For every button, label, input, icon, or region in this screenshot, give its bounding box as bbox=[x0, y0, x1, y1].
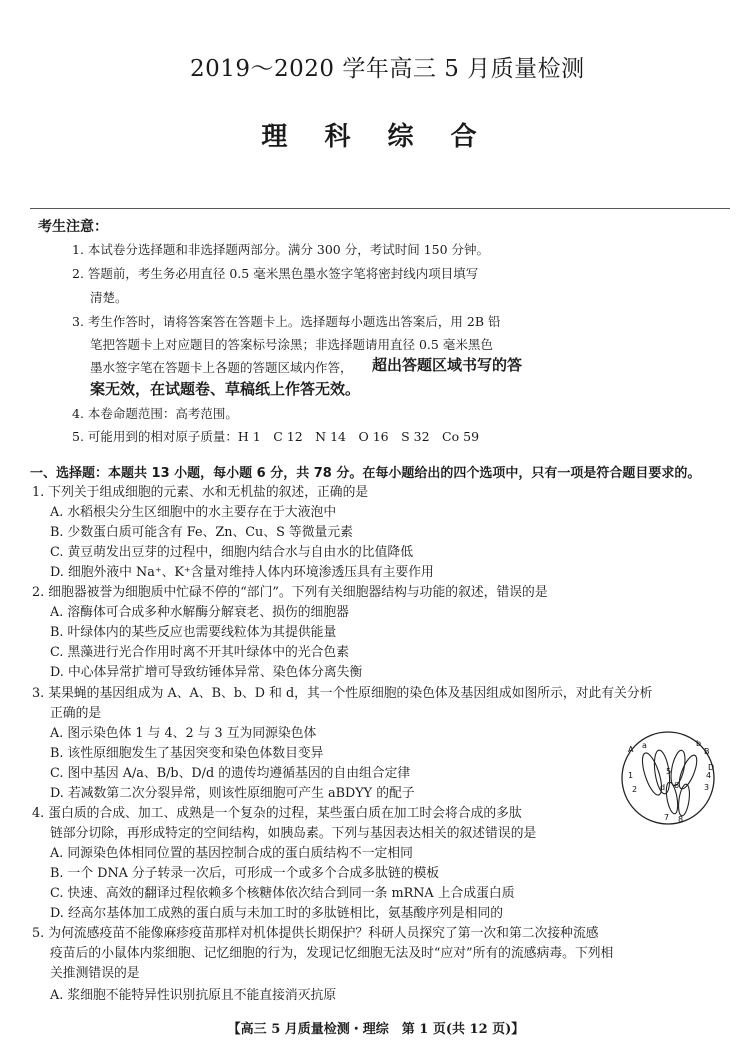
notice-item-5: 5. 可能用到的相对原子质量：H 1 C 12 N 14 O 16 S 32 Co 59 bbox=[72, 429, 480, 444]
notice-item-4: 4. 本卷命题范围：高考范围。 bbox=[72, 406, 238, 421]
notice-item-2: 2. 答题前，考生务必用直径 0.5 毫米黑色墨水签字笔将密封线内项目填写 bbox=[72, 266, 479, 281]
chromosome-label-6: 6 bbox=[674, 781, 680, 790]
question-3-option-a: A. 图示染色体 1 与 4、2 与 3 互为同源染色体 bbox=[50, 726, 317, 741]
question-3-stem-1: 3. 某果蝇的基因组成为 A、A、B、b、D 和 d，其一个性原细胞的染色体及基因组成如图所示，对此有关分析 bbox=[32, 686, 653, 701]
page-title: 2019～2020 学年高三 5 月质量检测 bbox=[190, 56, 585, 82]
chromosome-label-8: 8 bbox=[678, 815, 684, 824]
question-5-stem-2: 疫苗后的小鼠体内浆细胞、记忆细胞的行为，发现记忆细胞无法及时“应对”所有的流感病毒。下列相 bbox=[50, 946, 614, 961]
question-4-option-c: C. 快速、高效的翻译过程依赖多个核糖体依次结合到同一条 mRNA 上合成蛋白质 bbox=[50, 886, 515, 901]
notice-heading: 考生注意： bbox=[38, 219, 108, 235]
notice-item-3-cont2: 墨水签字笔在答题卡上各题的答题区域内作答， bbox=[90, 360, 353, 375]
gene-label-b-lower: b bbox=[696, 739, 702, 748]
question-4-option-a: A. 同源染色体相同位置的基因控制合成的蛋白质结构不一定相同 bbox=[50, 846, 413, 861]
gene-label-a-lower: a bbox=[642, 741, 647, 750]
divider bbox=[30, 208, 730, 209]
chromosome-label-1: 1 bbox=[628, 771, 634, 780]
page-footer: 【高三 5 月质量检测・理综 第 1 页(共 12 页)】 bbox=[227, 1022, 525, 1037]
chromosome-label-5: 5 bbox=[666, 767, 672, 776]
question-1-stem: 1. 下列关于组成细胞的元素、水和无机盐的叙述，正确的是 bbox=[32, 485, 369, 500]
question-2-option-a: A. 溶酶体可合成多种水解酶分解衰老、损伤的细胞器 bbox=[50, 605, 349, 620]
question-2-stem: 2. 细胞器被誉为细胞质中忙碌不停的“部门”。下列有关细胞器结构与功能的叙述，错误的是 bbox=[32, 585, 548, 600]
notice-emphasis-2: 案无效，在试题卷、草稿纸上作答无效。 bbox=[90, 380, 361, 398]
notice-item-2-cont: 清楚。 bbox=[90, 290, 128, 305]
question-4-option-b: B. 一个 DNA 分子转录一次后，可形成一个或多个合成多肽链的模板 bbox=[50, 866, 440, 881]
question-2-option-d: D. 中心体异常扩增可导致纺锤体异常、染色体分离失衡 bbox=[50, 665, 363, 680]
subject-title: 理 科 综 合 bbox=[261, 122, 491, 152]
chromosome-label-7: 7 bbox=[664, 813, 670, 822]
notice-item-3-cont1: 笔把答题卡上对应题目的答案标号涂黑；非选择题请用直径 0.5 毫米黑色 bbox=[90, 337, 493, 352]
question-3-stem-2: 正确的是 bbox=[50, 706, 102, 721]
question-5-stem-3: 关推测错误的是 bbox=[50, 966, 140, 981]
question-2-option-c: C. 黑藻进行光合作用时离不开其叶绿体中的光合色素 bbox=[50, 645, 350, 660]
question-4-option-d: D. 经高尔基体加工成熟的蛋白质与未加工时的多肽链相比，氨基酸序列是相同的 bbox=[50, 906, 504, 921]
question-1-option-d: D. 细胞外液中 Na⁺、K⁺含量对维持人体内环境渗透压具有主要作用 bbox=[50, 565, 434, 580]
question-3-option-c: C. 图中基因 A/a、B/b、D/d 的遗传均遵循基因的自由组合定律 bbox=[50, 766, 411, 781]
question-4-stem-1: 4. 蛋白质的合成、加工、成熟是一个复杂的过程，某些蛋白质在加工时会将合成的多肽 bbox=[32, 806, 522, 821]
question-1-option-c: C. 黄豆萌发出豆芽的过程中，细胞内结合水与自由水的比值降低 bbox=[50, 545, 413, 560]
question-3-option-d: D. 若减数第二次分裂异常，则该性原细胞可产生 aBDYY 的配子 bbox=[50, 786, 415, 801]
gene-label-d-lower: d bbox=[660, 783, 666, 792]
question-3-option-b: B. 该性原细胞发生了基因突变和染色体数目变异 bbox=[50, 746, 324, 761]
question-1-option-b: B. 少数蛋白质可能含有 Fe、Zn、Cu、S 等微量元素 bbox=[50, 525, 353, 540]
gene-label-d-upper: D bbox=[708, 763, 715, 772]
gene-label-a-upper: A bbox=[628, 745, 634, 754]
question-2-option-b: B. 叶绿体内的某些反应也需要线粒体为其提供能量 bbox=[50, 625, 337, 640]
chromosome-label-2: 2 bbox=[632, 785, 638, 794]
question-5-option-a: A. 浆细胞不能特异性识别抗原且不能直接消灭抗原 bbox=[50, 988, 337, 1003]
notice-item-3: 3. 考生作答时，请将答案答在答题卡上。选择题每小题选出答案后，用 2B 铅 bbox=[72, 314, 501, 329]
section-heading: 一、选择题：本题共 13 小题，每小题 6 分，共 78 分。在每小题给出的四个选项中，只有一项是符合题目要求的。 bbox=[30, 466, 701, 481]
notice-item-1: 1. 本试卷分选择题和非选择题两部分。满分 300 分，考试时间 150 分钟。 bbox=[72, 242, 490, 257]
notice-emphasis-1: 超出答题区域书写的答 bbox=[372, 356, 523, 374]
question-5-stem-1: 5. 为何流感疫苗不能像麻疹疫苗那样对机体提供长期保护？科研人员探究了第一次和第二次接种流感 bbox=[32, 926, 599, 941]
question-1-option-a: A. 水稻根尖分生区细胞中的水主要存在于大液泡中 bbox=[50, 505, 337, 520]
chromosome-label-3: 3 bbox=[704, 783, 710, 792]
chromosome-label-4: 4 bbox=[706, 771, 712, 780]
question-4-stem-2: 链部分切除，再形成特定的空间结构，如胰岛素。下列与基因表达相关的叙述错误的是 bbox=[50, 826, 537, 841]
gene-label-b-upper: B bbox=[704, 747, 710, 756]
